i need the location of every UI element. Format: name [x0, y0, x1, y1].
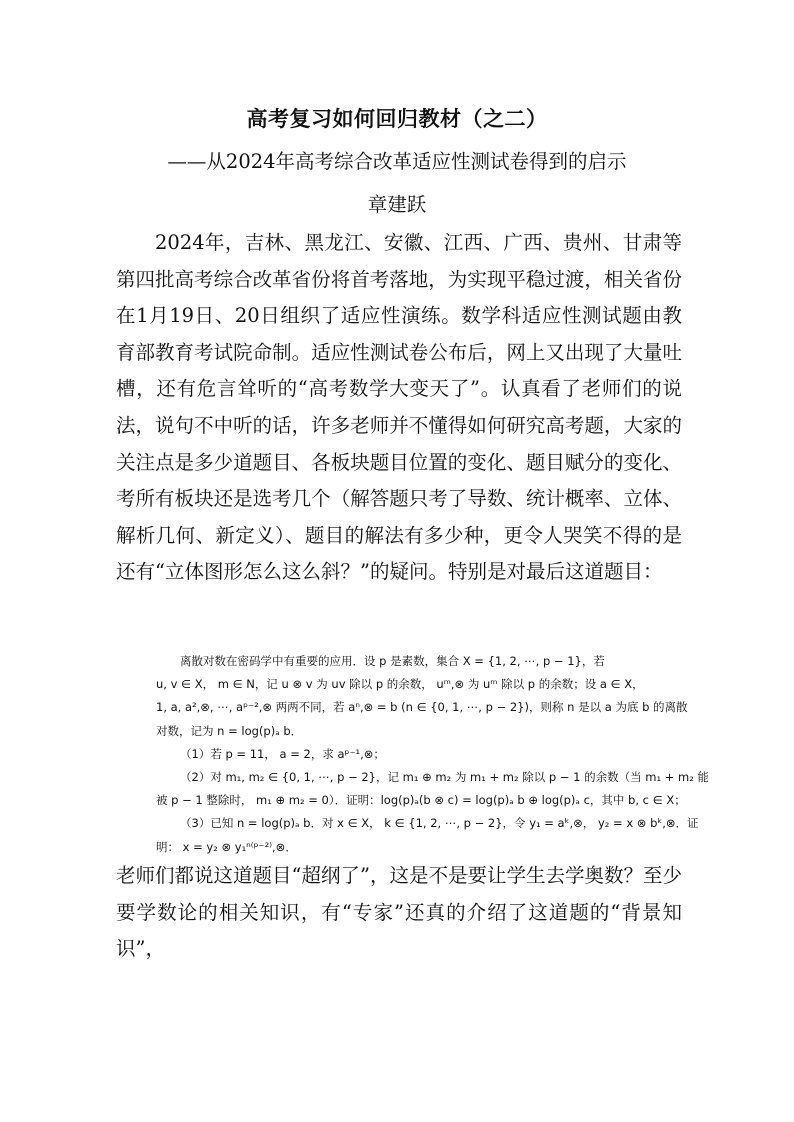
body-paragraph-2: 老师们都说这道题目“超纲了”，这是不是要让学生去学奥数？至少要学数论的相关知识，有“专家”还真的介绍了这道题的“背景知识”，: [116, 864, 682, 961]
problem-line-6: （2）对 m₁, m₂ ∈ {0, 1, ⋯, p − 2}，记 m₁ ⊕ m₂ 为 m₁ + m₂ 除以 p − 1 的余数（当 m₁ + m₂ 能: [180, 769, 710, 784]
problem-line-2: u, v ∈ X， m ∈ N，记 u ⊗ v 为 uv 除以 p 的余数， uᵐ,⊗ 为 uᵐ 除以 p 的余数；设 a ∈ X，: [156, 677, 644, 692]
problem-line-3: 1, a, a²,⊗, ⋯, aᵖ⁻²,⊗ 两两不同，若 aⁿ,⊗ = b (n ∈ {0, 1, ⋯, p − 2})，则称 n 是以 a 为底 b 的离散: [156, 700, 688, 715]
body-paragraph-1: 2024年，吉林、黑龙江、安徽、江西、广西、贵州、甘肃等第四批高考综合改革省份将首考落地，为实现平稳过渡，相关省份在1月19日、20日组织了适应性演练。数学科适应性测试题由教育部教育考试院命制。适应性测试卷公布后，网上又出现了大量吐槽，还有危言耸听的“高考数学大变天了”。认真看了老师们的说法，说句不中听的话，许多老师并不懂得如何研究高考题，大家的关注点是多少道题目、各板块题目位置的变化、题目赋分的变化、考所有板块还是选考几个（解答题只考了导数、统计概率、立体、解析几何、新定义）、题目的解法有多少种，更令人哭笑不得的是还有“立体图形怎么这么斜？”的疑问。特别是对最后这道题目：: [116, 231, 682, 584]
problem-line-8: （3）已知 n = log(p)ₐ b．对 x ∈ X， k ∈ {1, 2, ⋯, p − 2}，令 y₁ = aᵏ,⊗， y₂ = x ⊗ bᵏ,⊗．证: [180, 816, 699, 831]
page-subtitle: ——从2024年高考综合改革适应性测试卷得到的启示: [167, 150, 627, 173]
problem-image: [156, 650, 710, 859]
problem-line-9: 明： x = y₂ ⊗ y₁ⁿ⁽ᵖ⁻²⁾,⊗．: [156, 839, 297, 854]
problem-line-7: 被 p − 1 整除时， m₁ ⊕ m₂ = 0）．证明：log(p)ₐ(b ⊗ c) = log(p)ₐ b ⊕ log(p)ₐ c，其中 b, c ∈ X；: [156, 793, 686, 808]
problem-line-1: 离散对数在密码学中有重要的应用．设 p 是素数，集合 X = {1, 2, ⋯, p − 1}，若: [180, 654, 605, 668]
problem-line-5: （1）若 p = 11， a = 2，求 aᵖ⁻¹,⊗；: [180, 746, 385, 761]
problem-line-4: 对数，记为 n = log(p)ₐ b．: [156, 723, 303, 738]
page-title: 高考复习如何回归教材（之二）: [246, 106, 548, 131]
author-name: 章建跃: [367, 193, 427, 216]
